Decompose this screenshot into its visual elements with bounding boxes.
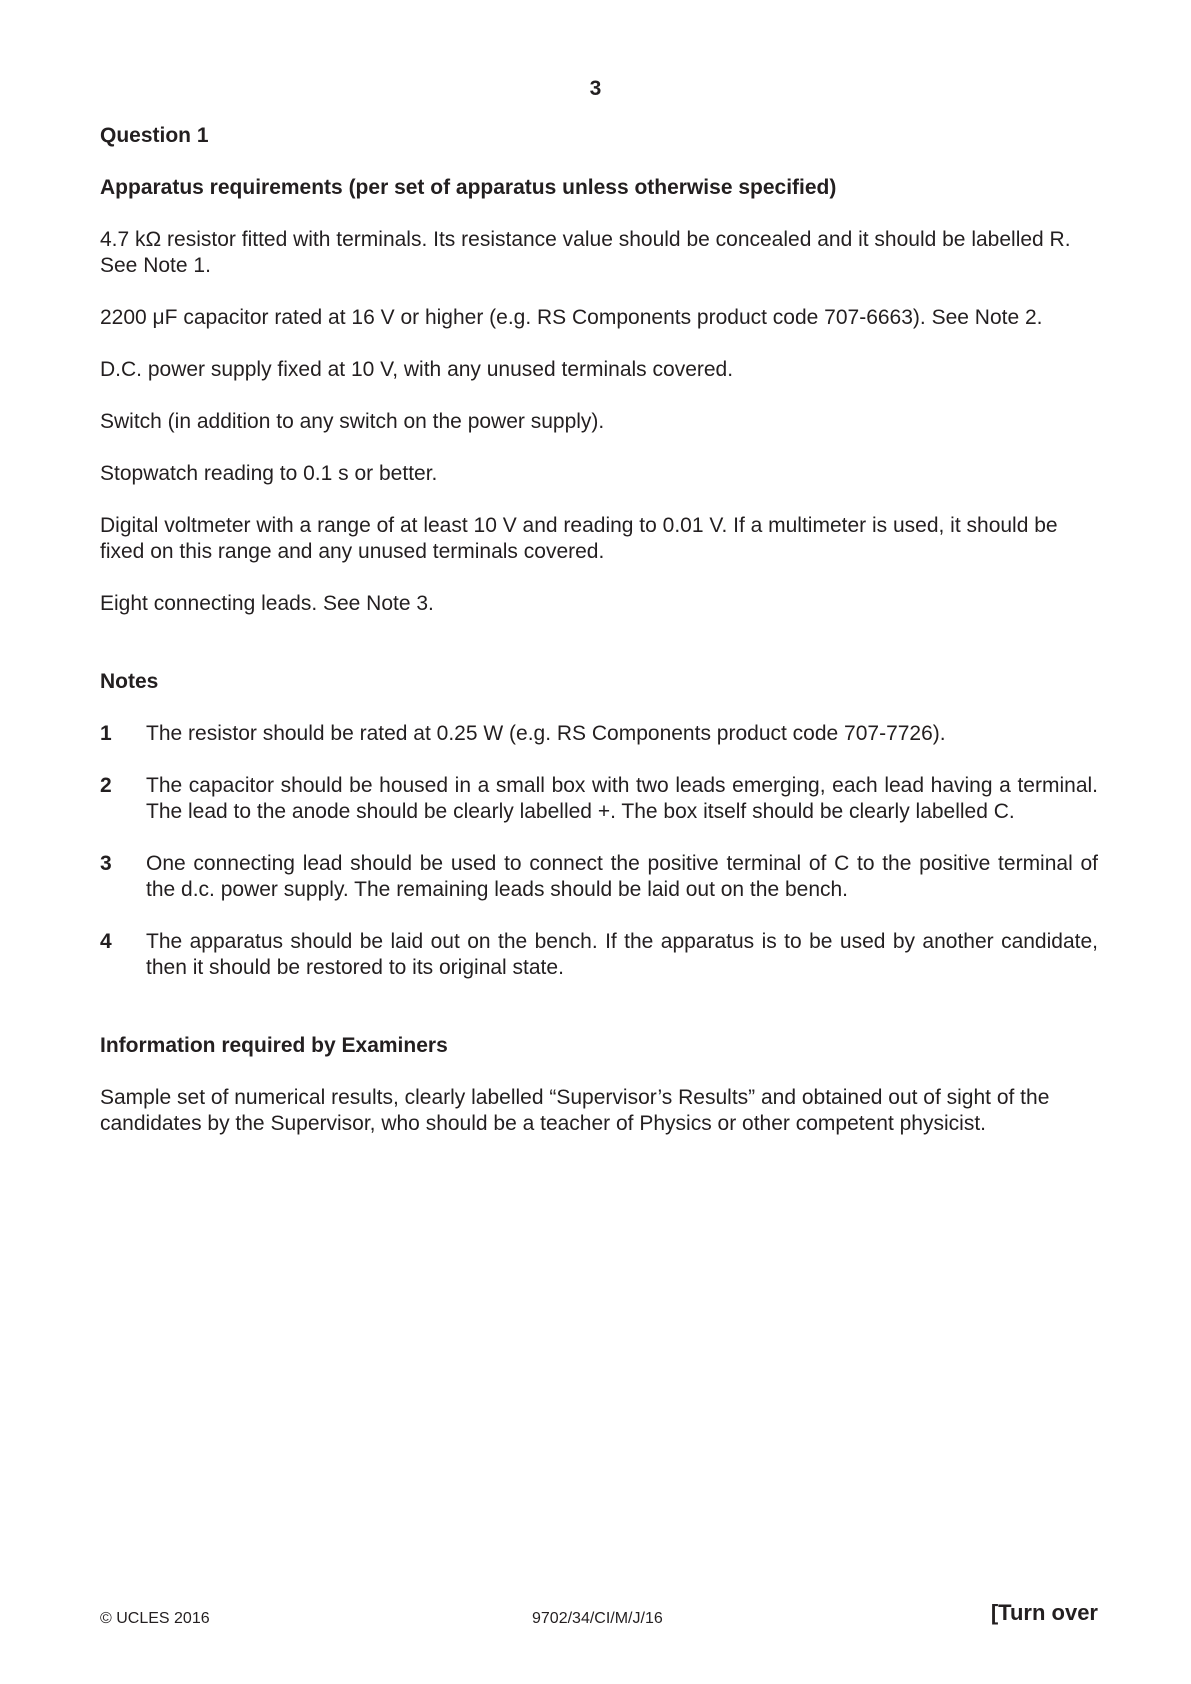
note-number: 4 bbox=[100, 930, 112, 953]
paper-code: 9702/34/CI/M/J/16 bbox=[532, 1610, 663, 1627]
note-item bbox=[100, 851, 1098, 903]
question-title: Question 1 bbox=[100, 124, 209, 147]
note-number: 1 bbox=[100, 722, 112, 745]
page-footer bbox=[100, 1600, 1098, 1630]
examiners-text: Sample set of numerical results, clearly labelled “Supervisor’s Results” and obtained out of sight of the candidates by the Supervisor, who should be a teacher of Physics or other competent physicist. bbox=[100, 1086, 1050, 1135]
apparatus-item: Stopwatch reading to 0.1 s or better. bbox=[100, 462, 438, 485]
examiners-heading: Information required by Examiners bbox=[100, 1034, 448, 1057]
turn-over-label: [Turn over bbox=[990, 1600, 1098, 1625]
note-text: The resistor should be rated at 0.25 W (e.g. RS Components product code 707-7726). bbox=[146, 722, 946, 745]
note-text: One connecting lead should be used to connect the positive terminal of C to the positive terminal of the d.c. power supply. The remaining leads should be laid out on the bench. bbox=[146, 852, 1098, 901]
note-item bbox=[100, 773, 1098, 825]
apparatus-item: Eight connecting leads. See Note 3. bbox=[100, 592, 434, 615]
apparatus-item: Digital voltmeter with a range of at least 10 V and reading to 0.01 V. If a multimeter is used, it should be fixed on this range and any unused terminals covered. bbox=[100, 514, 1058, 563]
section-spacer bbox=[100, 1007, 1098, 1033]
apparatus-item: D.C. power supply fixed at 10 V, with any unused terminals covered. bbox=[100, 358, 734, 381]
apparatus-item: 4.7 kΩ resistor fitted with terminals. Its resistance value should be concealed and it should be labelled R. See Note 1. bbox=[100, 228, 1071, 277]
section-spacer bbox=[100, 643, 1098, 669]
document-body bbox=[100, 123, 1098, 1163]
note-number: 3 bbox=[100, 852, 112, 875]
note-text: The capacitor should be housed in a small box with two leads emerging, each lead having a terminal. The lead to the anode should be clearly labelled +. The box itself should be clearly labelled C. bbox=[146, 774, 1098, 823]
notes-heading: Notes bbox=[100, 670, 159, 693]
apparatus-item: 2200 μF capacitor rated at 16 V or higher (e.g. RS Components product code 707-6663). See Note 2. bbox=[100, 306, 1043, 329]
note-number: 2 bbox=[100, 774, 112, 797]
apparatus-heading: Apparatus requirements (per set of apparatus unless otherwise specified) bbox=[100, 176, 837, 199]
note-text: The apparatus should be laid out on the bench. If the apparatus is to be used by another candidate, then it should be restored to its original state. bbox=[146, 930, 1098, 979]
page-number: 3 bbox=[589, 77, 602, 100]
copyright-text: © UCLES 2016 bbox=[100, 1610, 210, 1627]
note-item bbox=[100, 721, 1098, 747]
note-item bbox=[100, 929, 1098, 981]
apparatus-item: Switch (in addition to any switch on the power supply). bbox=[100, 410, 605, 433]
